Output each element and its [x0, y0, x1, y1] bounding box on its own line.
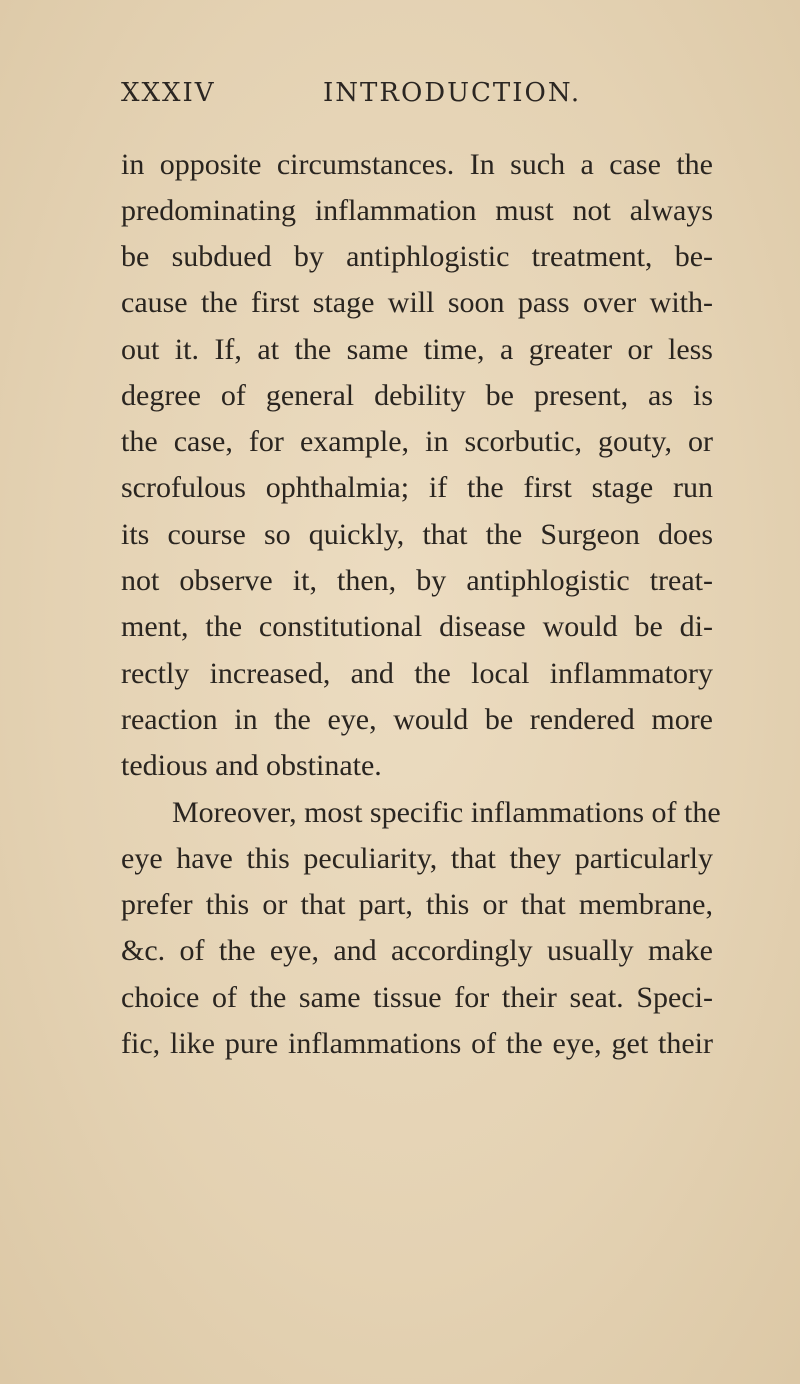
running-title: INTRODUCTION. [323, 78, 582, 108]
text-line-19: choice of the same tissue for their seat. Speci- [121, 981, 713, 1014]
text-line-6: degree of general debility be present, as is [121, 379, 713, 412]
page-number: XXXIV [121, 78, 216, 108]
text-line-2: predominating inflammation must not always [121, 194, 713, 227]
text-line-17: prefer this or that part, this or that membrane, [121, 888, 713, 921]
text-line-18: &c. of the eye, and accordingly usually make [121, 934, 713, 967]
text-line-16: eye have this peculiarity, that they particularly [121, 842, 713, 875]
text-line-3: be subdued by antiphlogistic treatment, be- [121, 240, 713, 273]
text-line-10: not observe it, then, by antiphlogistic treat- [121, 564, 713, 597]
text-line-4: cause the first stage will soon pass over with- [121, 286, 713, 319]
text-line-1: in opposite circumstances. In such a case the [121, 148, 713, 181]
text-line-5: out it. If, at the same time, a greater or less [121, 333, 713, 366]
text-line-20: fic, like pure inflammations of the eye, get their [121, 1027, 713, 1060]
text-line-12: rectly increased, and the local inflammatory [121, 657, 713, 690]
text-line-15: Moreover, most specific inflammations of the [172, 796, 721, 829]
text-line-14: tedious and obstinate. [121, 749, 382, 782]
text-line-9: its course so quickly, that the Surgeon does [121, 518, 713, 551]
text-line-11: ment, the constitutional disease would be di- [121, 610, 713, 643]
text-line-7: the case, for example, in scorbutic, gouty, or [121, 425, 713, 458]
text-line-8: scrofulous ophthalmia; if the first stage run [121, 471, 713, 504]
running-head [121, 78, 711, 112]
text-line-13: reaction in the eye, would be rendered more [121, 703, 713, 736]
